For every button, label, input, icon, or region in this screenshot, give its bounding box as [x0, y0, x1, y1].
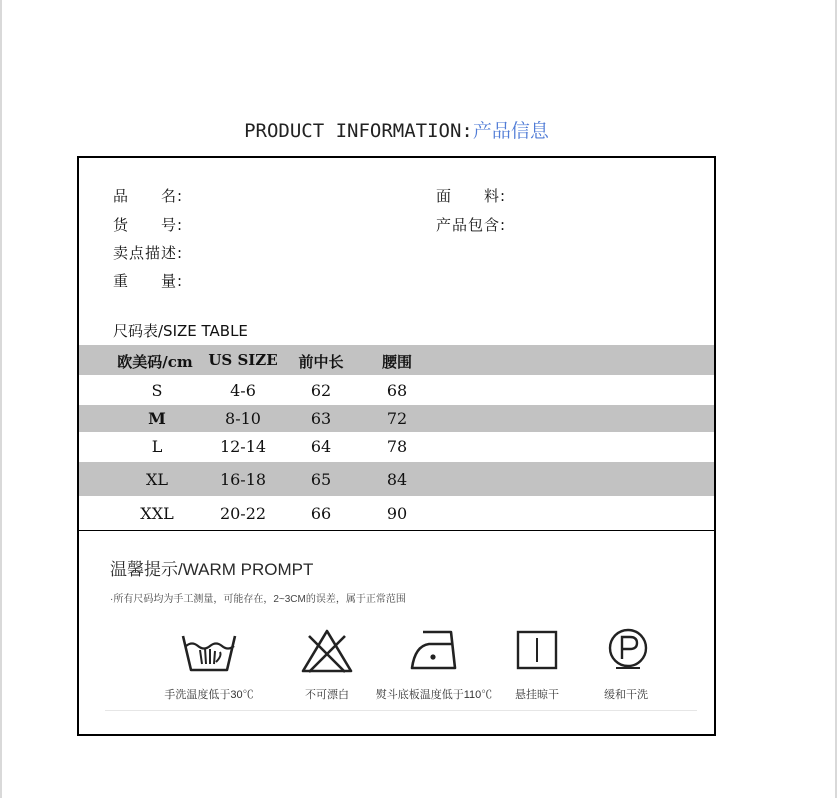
cell-waist: 78 [386, 437, 408, 456]
warm-prompt-title: 温馨提示/WARM PROMPT [110, 560, 314, 579]
cell-length: 66 [310, 504, 332, 523]
cell-size: M [148, 409, 166, 428]
cell-size: XXL [140, 504, 174, 523]
table-row [79, 496, 714, 530]
col-header-length: 前中长 [298, 353, 344, 371]
table-row [79, 405, 714, 432]
field-selling-points: 卖点描述: [113, 244, 184, 262]
cell-size: L [151, 437, 163, 456]
cell-us-size: 20-22 [219, 504, 267, 523]
cell-length: 63 [310, 409, 332, 428]
field-name: 品 名: [113, 187, 184, 205]
table-row [79, 432, 714, 462]
care-label-hand-wash: 手洗温度低于30℃ [164, 689, 254, 701]
field-item-no: 货 号: [113, 216, 184, 234]
table-row [79, 375, 714, 405]
size-table-heading: 尺码表/SIZE TABLE [113, 322, 248, 340]
cell-us-size: 16-18 [219, 470, 267, 489]
cell-length: 64 [310, 437, 332, 456]
col-header-us: US SIZE [208, 351, 278, 369]
cell-us-size: 8-10 [225, 409, 261, 428]
dry-clean-icon [607, 628, 649, 670]
product-info-panel [77, 156, 716, 736]
section-divider [79, 530, 714, 531]
col-header-eu: 欧美码/cm [117, 353, 193, 371]
title-cn: 产品信息 [472, 120, 549, 142]
care-label-hang-dry: 悬挂晾干 [515, 689, 559, 701]
col-header-waist: 腰围 [381, 353, 412, 371]
cell-size: S [151, 381, 163, 400]
field-weight: 重 量: [113, 272, 184, 290]
hang-dry-icon [516, 628, 558, 670]
cell-waist: 90 [386, 504, 408, 523]
cell-waist: 72 [386, 409, 408, 428]
size-table [79, 345, 714, 530]
table-row [79, 462, 714, 496]
cell-length: 65 [310, 470, 332, 489]
warm-prompt-note: ·所有尺码均为手工测量，可能存在，2~3CM的误差，属于正常范围 [110, 594, 406, 605]
field-material: 面 料: [436, 187, 507, 205]
cell-waist: 68 [386, 381, 408, 400]
page-title [0, 116, 793, 143]
hand-wash-icon [180, 628, 238, 676]
size-table-header [79, 345, 714, 375]
cell-length: 62 [310, 381, 332, 400]
iron-low-icon [409, 628, 459, 672]
care-label-no-bleach: 不可漂白 [305, 689, 349, 701]
cell-us-size: 12-14 [219, 437, 267, 456]
title-en: PRODUCT INFORMATION: [244, 120, 473, 142]
cell-size: XL [145, 470, 168, 489]
care-label-iron: 熨斗底板温度低于110℃ [375, 689, 493, 701]
field-package: 产品包含: [436, 216, 507, 234]
no-bleach-icon [300, 628, 354, 674]
care-label-dry-clean: 缓和干洗 [604, 689, 648, 701]
cell-waist: 84 [386, 470, 408, 489]
cell-us-size: 4-6 [230, 381, 256, 400]
footer-rule [105, 710, 697, 711]
